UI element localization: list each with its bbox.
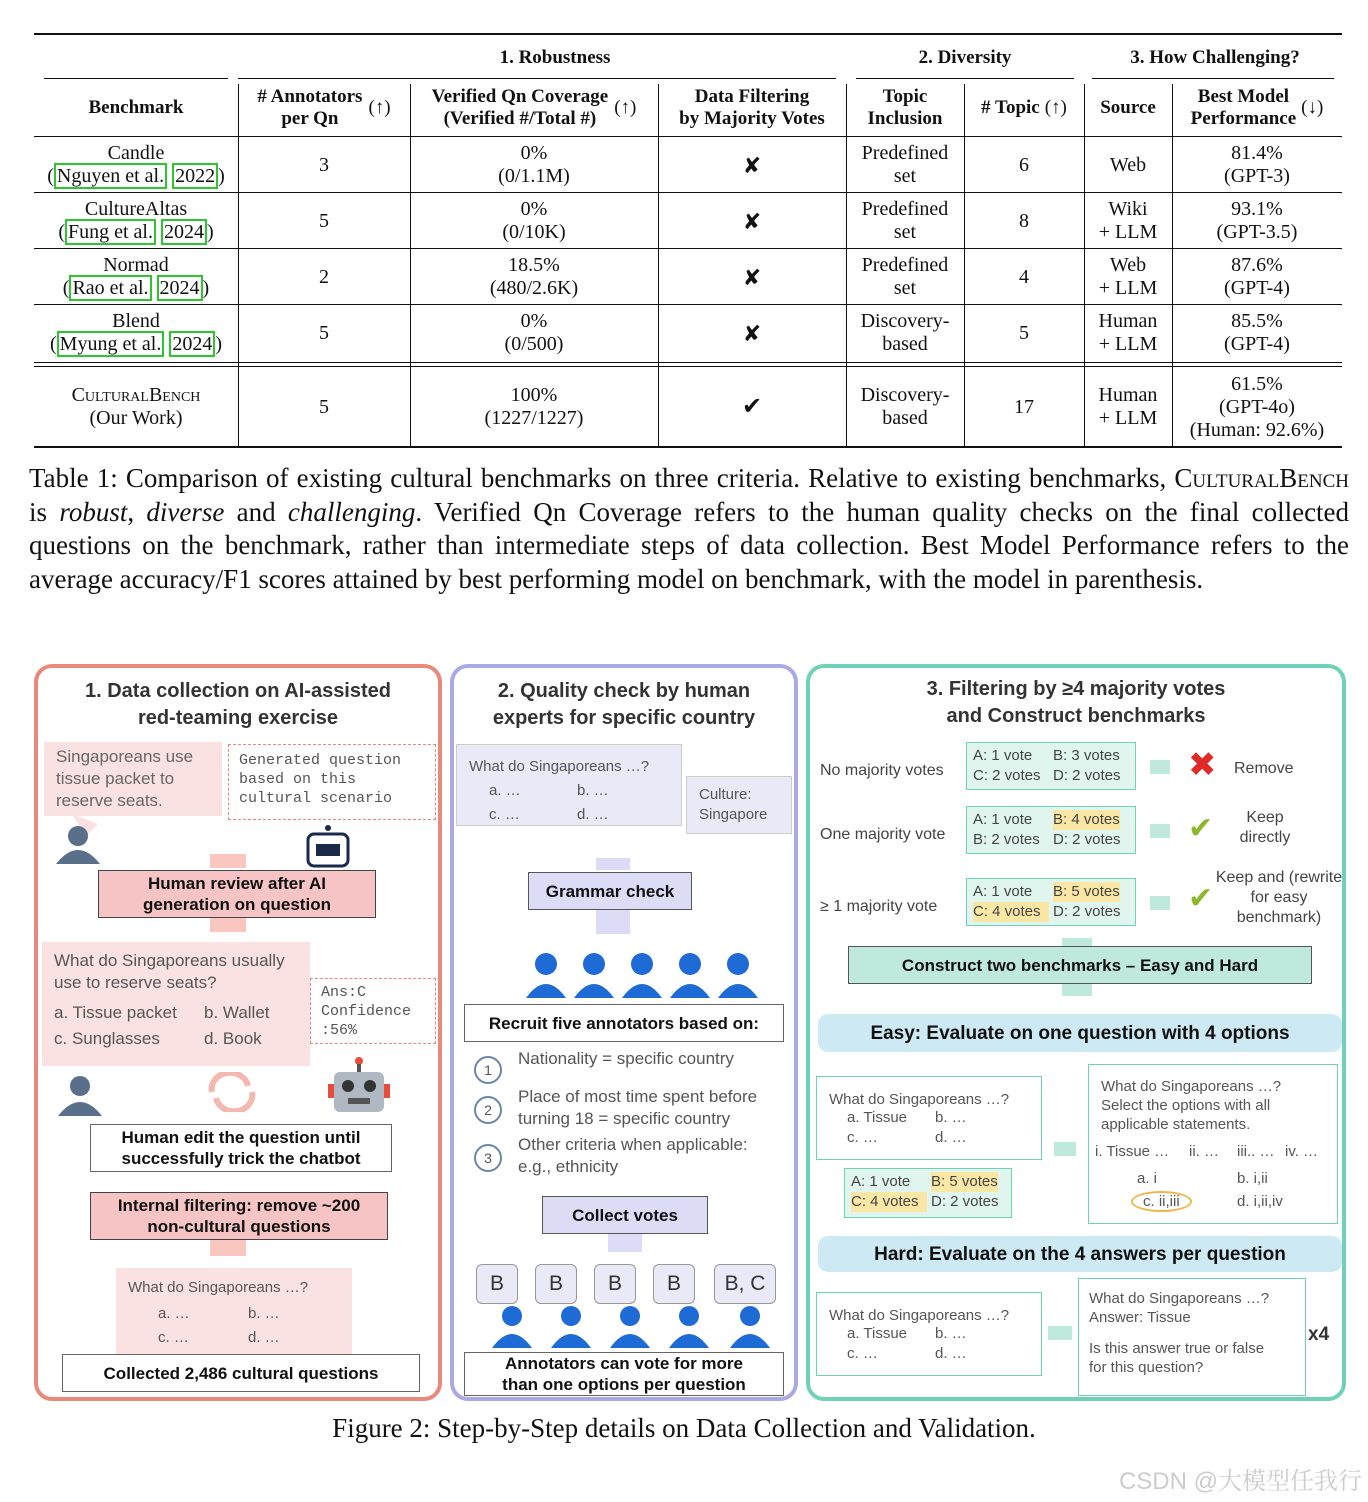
- keep-check-icon: ✔: [1188, 882, 1214, 915]
- filter-cell: [658, 137, 846, 193]
- source-cell: Human + LLM: [1098, 310, 1158, 355]
- coverage-cell: 0% (0/10K): [502, 198, 566, 243]
- row-label-one-majority: One majority vote: [820, 826, 946, 843]
- criterion-2: 2 Place of most time spent before turning 18 = specific country: [474, 1086, 794, 1130]
- easy-benchmark-header: Easy: Evaluate on one question with 4 options: [818, 1014, 1342, 1052]
- human-icon: [52, 814, 112, 864]
- ntopic-cell: 4: [1019, 265, 1029, 288]
- vote-bubble: B: [476, 1264, 518, 1304]
- topic-cell: Predefined set: [861, 142, 949, 187]
- header-coverage: Verified Qn Coverage (Verified #/Total #) (↑): [431, 86, 637, 129]
- vote-bubble: B: [653, 1264, 695, 1304]
- arrow-shaft: [210, 918, 246, 932]
- figure-caption: Figure 2: Step-by-Step details on Data Collection and Validation.: [332, 1413, 1036, 1443]
- header-benchmark: Benchmark: [88, 97, 184, 118]
- panel-quality-check: [450, 664, 798, 1401]
- hard-question-box: What do Singaporeans …? a. Tissue b. … c. … d. …: [816, 1292, 1042, 1376]
- arrow-shaft: [1150, 896, 1170, 910]
- grammar-check-step: Grammar check: [528, 872, 692, 910]
- annotators-cell: 5: [319, 321, 329, 344]
- robot-icon: [328, 1056, 390, 1116]
- table-bottom-rule: [34, 446, 1342, 448]
- annotator-icon: [608, 1304, 652, 1350]
- multi-vote-note: Annotators can vote for more than one options per question: [464, 1352, 784, 1396]
- filter-cell: [658, 305, 846, 361]
- arrow-shaft: [608, 1234, 642, 1252]
- cmid-rule-2: [238, 78, 836, 79]
- remove-cross-icon: ✖: [1188, 746, 1217, 784]
- cmid-rule-4: [1092, 78, 1334, 79]
- answer-confidence-note: Ans:C Confidence :56%: [310, 978, 436, 1044]
- row-label-no-majority: No majority votes: [820, 762, 944, 779]
- result-keep-directly: Keep directly: [1239, 809, 1291, 846]
- panel2-title: 2. Quality check by human experts for specific country: [492, 680, 756, 729]
- arrow-shaft: [1150, 824, 1170, 838]
- ntopic-cell: 6: [1019, 153, 1029, 176]
- annotators-cell: 3: [319, 153, 329, 176]
- source-cell: Web: [1109, 153, 1147, 176]
- annotators-icon: [526, 952, 766, 1000]
- ours-source: Human + LLM: [1098, 384, 1158, 429]
- topic-cell: Discovery- based: [860, 310, 950, 355]
- annotator-icon: [667, 1304, 711, 1350]
- human-review-step: Human review after AI generation on question: [98, 870, 376, 918]
- ours-name: CulturalBench (Our Work): [71, 384, 201, 429]
- annotators-cell: 5: [319, 209, 329, 232]
- vote-bubble: B: [535, 1264, 577, 1304]
- panel1-title: 1. Data collection on AI-assisted red-teaming exercise: [84, 680, 391, 729]
- human-icon: [56, 1066, 112, 1116]
- benchmark-name: Candle ( Nguyen et al. 2022 ): [47, 142, 225, 187]
- benchmark-name: Blend ( Myung et al. 2024 ): [50, 310, 222, 355]
- benchmark-name: Normad ( Rao et al. 2024 ): [62, 254, 210, 299]
- arrow-shaft: [596, 910, 630, 934]
- coverage-cell: 18.5% (480/2.6K): [489, 254, 579, 299]
- header-annotators: # Annotators per Qn (↑): [257, 86, 391, 129]
- filter-cross-icon: ✘: [742, 320, 762, 346]
- scenario-box: Singaporeans use tissue packet to reserve seats.: [44, 742, 222, 816]
- easy-votes-box: A: 1 vote B: 5 votes C: 4 votes D: 2 votes: [844, 1168, 1012, 1218]
- filter-cell: [658, 249, 846, 305]
- vote-bubbles: [476, 1264, 786, 1350]
- topic-cell: Predefined set: [861, 254, 949, 299]
- filter-cell: [658, 193, 846, 249]
- refresh-icon: [206, 1072, 258, 1112]
- panel-data-collection: [34, 664, 442, 1401]
- ours-coverage: 100% (1227/1227): [484, 384, 584, 429]
- filter-cross-icon: ✘: [742, 152, 762, 178]
- group-diversity: 2. Diversity: [918, 47, 1012, 68]
- header-best: Best Model Performance (↓): [1190, 86, 1324, 129]
- construct-benchmarks-step: Construct two benchmarks – Easy and Hard: [848, 946, 1312, 984]
- human-edit-step: Human edit the question until successfully trick the chatbot: [90, 1124, 392, 1172]
- ntopic-cell: 8: [1019, 209, 1029, 232]
- collected-questions-step: Collected 2,486 cultural questions: [62, 1354, 420, 1392]
- cmid-rule-3: [856, 78, 1074, 79]
- ours-filter-check-icon: ✔: [741, 393, 763, 420]
- recruit-step: Recruit five annotators based on:: [464, 1004, 784, 1042]
- table-top-rule: [34, 33, 1342, 35]
- benchmark-name: CultureAltas ( Fung et al. 2024 ): [58, 198, 214, 243]
- source-cell: Wiki + LLM: [1098, 198, 1158, 243]
- best-cell: 93.1% (GPT-3.5): [1216, 198, 1298, 243]
- collect-votes-step: Collect votes: [542, 1196, 708, 1234]
- ours-rule-a: [34, 362, 1342, 363]
- filter-cross-icon: ✘: [742, 208, 762, 234]
- panel-filtering: [806, 664, 1346, 1401]
- table-caption: Table 1: Comparison of existing cultural benchmarks on three criteria. Relative to existing benchmarks, CulturalBench is robust, diverse and challenging. Verified Qn Coverage refers to the human quality checks on the final collected questions on the benchmark, rather than intermediate steps of data collection. Best Model Performance refers to the average accuracy/F1 scores attained by best performing model on benchmark, with the model in parenthesis.: [29, 463, 1350, 594]
- annotator-icon: [549, 1304, 593, 1350]
- best-cell: 85.5% (GPT-4): [1224, 310, 1290, 355]
- ours-best: 61.5% (GPT-4o) (Human: 92.6%): [1189, 372, 1325, 441]
- ours-ntopic: 17: [1014, 395, 1034, 418]
- arrow-shaft: [1150, 760, 1170, 774]
- header-topic-inclusion: Topic Inclusion: [867, 86, 943, 129]
- final-question-box: What do Singaporeans …? a. … b. … c. … d. …: [116, 1268, 352, 1358]
- header-ntopic: # Topic (↑): [981, 97, 1067, 118]
- header-filtering: Data Filtering by Majority Votes: [679, 86, 825, 129]
- arrow-shaft: [210, 1240, 246, 1256]
- vote-bubble: B: [594, 1264, 636, 1304]
- arrow-shaft: [1054, 1142, 1076, 1156]
- times-four-label: x4: [1308, 1324, 1330, 1345]
- ours-annot: 5: [319, 395, 329, 418]
- row-label-multi-majority: ≥ 1 majority vote: [820, 898, 938, 915]
- topic-cell: Predefined set: [861, 198, 949, 243]
- ours-topic: Discovery- based: [860, 384, 950, 429]
- keep-check-icon: ✔: [1188, 812, 1214, 845]
- group-robustness: 1. Robustness: [499, 47, 611, 68]
- question-box: What do Singaporeans …? a. … b. … c. … d. …: [456, 744, 682, 826]
- coverage-cell: 0% (0/500): [504, 310, 564, 355]
- annotator-icon: [490, 1304, 534, 1350]
- arrow-shaft: [210, 854, 246, 868]
- header-source: Source: [1100, 97, 1156, 118]
- best-cell: 81.4% (GPT-3): [1224, 142, 1290, 187]
- generated-question-note: Generated question based on this cultural scenario: [228, 744, 436, 820]
- ntopic-cell: 5: [1019, 321, 1029, 344]
- group-challenge: 3. How Challenging?: [1130, 47, 1300, 68]
- annotators-cell: 2: [319, 265, 329, 288]
- result-remove: Remove: [1234, 760, 1294, 777]
- coverage-cell: 0% (0/1.1M): [498, 142, 570, 187]
- votes-multi-majority: A: 1 vote B: 5 votes C: 4 votes D: 2 votes: [966, 878, 1136, 926]
- criterion-1: 1 Nationality = specific country: [474, 1048, 794, 1084]
- arrow-shaft: [1048, 1326, 1072, 1340]
- criterion-3: 3 Other criteria when applicable: e.g., ethnicity: [474, 1134, 794, 1178]
- votes-no-majority: A: 1 vote B: 3 votes C: 2 votes D: 2 votes: [966, 742, 1136, 790]
- arrow-shaft: [1062, 984, 1092, 996]
- ours-rule-b: [34, 366, 1342, 367]
- panel3-title: 3. Filtering by ≥4 majority votes and Construct benchmarks: [926, 678, 1226, 727]
- easy-question-box: What do Singaporeans …? a. Tissue b. … c. … d. …: [816, 1076, 1042, 1160]
- filter-cross-icon: ✘: [742, 264, 762, 290]
- vote-bubble: B, C: [714, 1264, 776, 1304]
- hard-benchmark-header: Hard: Evaluate on the 4 answers per question: [818, 1236, 1342, 1272]
- arrow-shaft: [596, 858, 630, 870]
- cmid-rule-1: [44, 78, 228, 79]
- multi-select-question-box: What do Singaporeans …? Select the options with all applicable statements. i. Tissue … ii. … iii.. … iv. … a. i b. i,ii c. ii,iii d. i,ii,iv: [1088, 1064, 1338, 1224]
- best-cell: 87.6% (GPT-4): [1224, 254, 1290, 299]
- source-cell: Web + LLM: [1098, 254, 1158, 299]
- votes-one-majority: A: 1 vote B: 4 votes B: 2 votes D: 2 votes: [966, 806, 1136, 854]
- culture-tag: Culture: Singapore: [686, 776, 792, 834]
- internal-filtering-step: Internal filtering: remove ~200 non-cultural questions: [90, 1192, 388, 1240]
- question-box: What do Singaporeans usually use to reserve seats? a. Tissue packet b. Wallet c. Sunglasses d. Book: [42, 942, 310, 1066]
- robot-icon: [304, 822, 354, 870]
- watermark: CSDN @大模型任我行: [1118, 1468, 1362, 1495]
- true-false-question-box: What do Singaporeans …? Answer: Tissue Is this answer true or false for this question?: [1078, 1278, 1306, 1396]
- criteria-list: [474, 1048, 794, 1178]
- arrow-shaft: [1062, 938, 1092, 946]
- result-keep-rewrite: Keep and (rewrite for easy benchmark): [1215, 869, 1343, 926]
- annotator-icon: [728, 1304, 772, 1350]
